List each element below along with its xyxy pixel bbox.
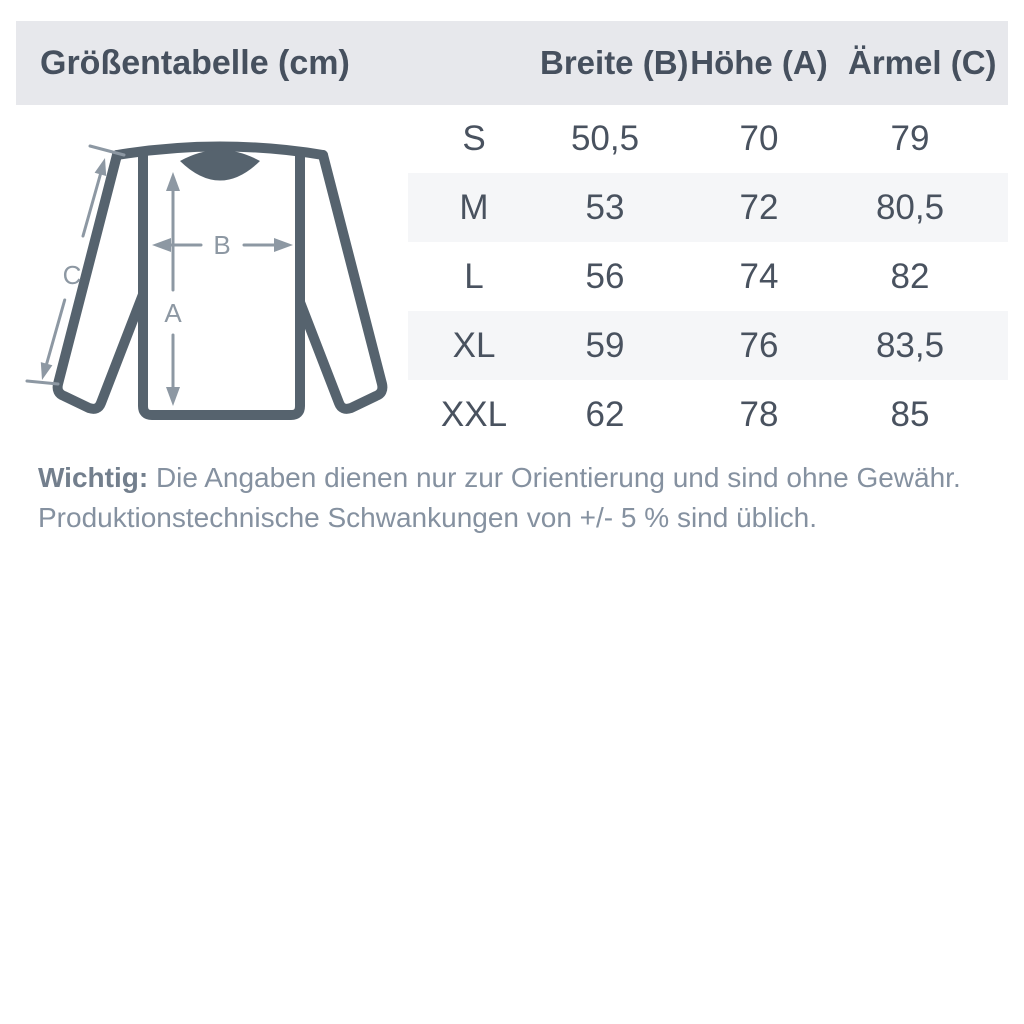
note-label: Wichtig: — [38, 462, 149, 493]
aermel-cell: 80,5 — [875, 187, 945, 227]
sweater-illustration — [25, 132, 405, 442]
sweater-right-sleeve — [293, 155, 382, 409]
arrow-c-head-down — [41, 362, 53, 380]
breite-cell: 50,5 — [570, 118, 640, 158]
breite-cell: 53 — [585, 187, 625, 227]
breite-cell: 62 — [585, 394, 625, 434]
table-row-xl — [408, 311, 1008, 380]
size-cell: L — [464, 256, 484, 296]
disclaimer-note — [38, 458, 998, 538]
table-row-s — [408, 104, 1008, 173]
arrow-c-tick-bottom — [27, 381, 58, 384]
column-header-aermel: Ärmel (C) — [848, 44, 997, 81]
sweater-torso — [143, 153, 300, 415]
page-title: Größentabelle (cm) — [40, 43, 350, 82]
breite-cell: 56 — [585, 256, 625, 296]
size-chart-header — [16, 21, 1008, 105]
dimension-label-b: B — [213, 230, 231, 260]
hoehe-cell: 78 — [739, 394, 779, 434]
note-line2: Produktionstechnische Schwankungen von +/- 5 % sind üblich. — [38, 502, 818, 533]
hoehe-cell: 72 — [739, 187, 779, 227]
hoehe-cell: 74 — [739, 256, 779, 296]
aermel-cell: 85 — [890, 394, 930, 434]
dimension-label-c: C — [62, 260, 82, 290]
size-table — [408, 104, 1008, 449]
hoehe-cell: 70 — [739, 118, 779, 158]
size-cell: XXL — [440, 394, 508, 434]
aermel-cell: 82 — [890, 256, 930, 296]
aermel-cell: 83,5 — [875, 325, 945, 365]
table-row-l — [408, 242, 1008, 311]
note-line1: Die Angaben dienen nur zur Orientierung und sind ohne Gewähr. — [155, 462, 961, 493]
aermel-cell: 79 — [890, 118, 930, 158]
breite-cell: 59 — [585, 325, 625, 365]
column-headers — [408, 21, 1008, 105]
sweater-diagram — [25, 132, 405, 442]
size-cell: XL — [452, 325, 496, 365]
size-cell: M — [459, 187, 489, 227]
column-header-breite: Breite (B) — [540, 44, 689, 81]
hoehe-cell: 76 — [739, 325, 779, 365]
table-row-m — [408, 173, 1008, 242]
table-row-xxl — [408, 380, 1008, 449]
size-cell: S — [462, 118, 486, 158]
dimension-label-a: A — [164, 298, 182, 328]
arrow-c-head-up — [95, 158, 107, 176]
column-header-hoehe: Höhe (A) — [690, 44, 828, 81]
